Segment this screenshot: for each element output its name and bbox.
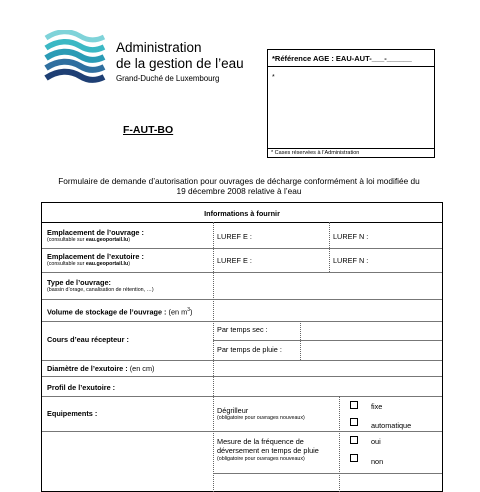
checkbox-non[interactable] <box>350 454 358 462</box>
note-prefix: (consultable sur <box>47 237 86 243</box>
checkbox-automatique[interactable] <box>350 418 358 426</box>
temps-pluie-field[interactable] <box>302 341 441 359</box>
luref-n-ouvrage-field[interactable]: LUREF N : <box>333 232 369 241</box>
note-type-ouvrage: (bassin d’orage, canalisation de rétention, …) <box>47 287 154 293</box>
checkbox-fixe[interactable] <box>350 401 358 409</box>
reference-field[interactable]: * <box>272 74 275 81</box>
label-volume <box>47 306 192 316</box>
form-code: F-AUT-BO <box>123 124 174 136</box>
label-emplacement-exutoire: Emplacement de l’exutoire : <box>47 252 144 261</box>
luref-e-exutoire-field[interactable]: LUREF E : <box>217 256 252 265</box>
note-suffix: ) <box>128 261 131 267</box>
diametre-unit: (en cm) <box>127 364 155 373</box>
volume-field[interactable] <box>214 300 441 320</box>
type-ouvrage-field[interactable] <box>214 273 441 298</box>
geoportail-link[interactable]: eau.geoportail.lu <box>85 237 129 243</box>
description-line1: Formulaire de demande d’autorisation pour ouvrages de décharge conformément à loi modifiée du <box>58 176 420 186</box>
geoportail-link[interactable]: eau.geoportail.lu <box>85 261 129 267</box>
label-equipements: Equipements : <box>47 409 98 418</box>
luref-e-ouvrage-field[interactable]: LUREF E : <box>217 232 252 241</box>
diametre-field[interactable] <box>214 361 441 375</box>
note-prefix: (consultable sur <box>47 261 86 267</box>
label-fixe: fixe <box>371 402 383 411</box>
org-name-line2: de la gestion de l’eau <box>116 56 244 71</box>
checkbox-oui[interactable] <box>350 436 358 444</box>
reference-label: *Référence AGE : EAU-AUT-___-______ <box>268 50 434 67</box>
volume-unit-close: ) <box>189 307 193 317</box>
label-temps-sec: Par temps sec : <box>217 325 268 334</box>
diametre-label-text: Diamètre de l’exutoire : <box>47 364 128 373</box>
volume-unit-exponent: 3 <box>187 307 190 313</box>
note-degrilleur: (obligatoire pour ouvrages nouveaux) <box>217 415 305 421</box>
label-non: non <box>371 457 384 466</box>
reference-box <box>267 49 435 158</box>
label-cours-eau: Cours d’eau récepteur : <box>47 335 129 344</box>
label-type-ouvrage: Type de l’ouvrage: <box>47 278 111 287</box>
luref-n-exutoire-field[interactable]: LUREF N : <box>333 256 369 265</box>
description-line2: 19 décembre 2008 relative à l’eau <box>176 186 302 196</box>
label-mesure-line2: déversement en temps de pluie <box>217 446 319 455</box>
profil-field[interactable] <box>214 377 441 395</box>
volume-label-text: Volume de stockage de l’ouvrage : <box>47 307 167 317</box>
temps-sec-field[interactable] <box>302 322 441 339</box>
volume-unit: (en m <box>166 307 188 317</box>
note-suffix: ) <box>128 237 131 243</box>
label-automatique: automatique <box>371 421 412 430</box>
label-diametre <box>47 364 154 373</box>
reference-footnote: * Cases réservées à l’Administration <box>268 148 434 157</box>
label-profil: Profil de l’exutoire : <box>47 383 116 392</box>
note-mesure: (obligatoire pour ouvrages nouveaux) <box>217 456 305 462</box>
label-degrilleur: Dégrilleur <box>217 406 249 415</box>
information-table <box>41 202 443 492</box>
label-emplacement-ouvrage: Emplacement de l’ouvrage : <box>47 228 144 237</box>
note-emplacement-ouvrage <box>47 237 130 244</box>
label-oui: oui <box>371 437 381 446</box>
label-temps-pluie: Par temps de pluie : <box>217 345 282 354</box>
note-emplacement-exutoire <box>47 261 130 268</box>
label-mesure-line1: Mesure de la fréquence de <box>217 437 304 446</box>
org-country: Grand-Duché de Luxembourg <box>116 74 220 83</box>
org-name-line1: Administration <box>116 40 202 55</box>
form-description <box>30 176 448 196</box>
waves-logo-icon <box>44 30 106 86</box>
table-header: Informations à fournir <box>204 209 280 218</box>
